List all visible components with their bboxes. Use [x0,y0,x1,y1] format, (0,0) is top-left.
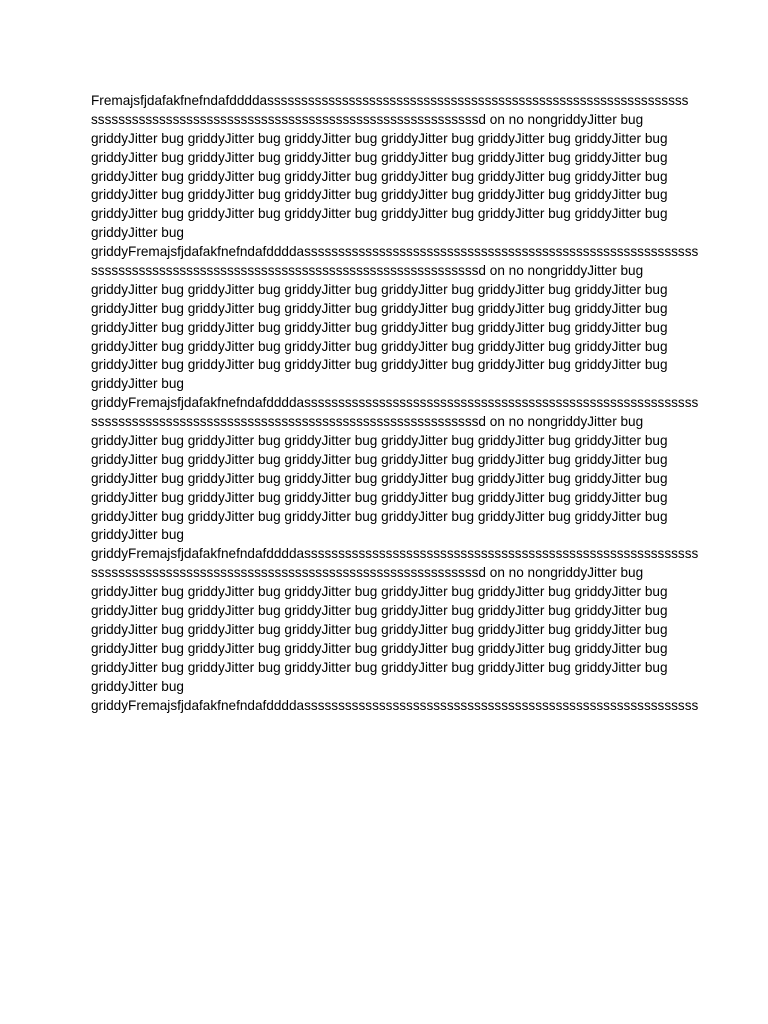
text-line: sssssssssssssssssssssssssssssssssssssssssssssssssssssssssd on no nongriddyJitter bug [91,414,644,430]
text-line: griddyJitter bug griddyJitter bug griddyJitter bug griddyJitter bug griddyJitter bug griddyJitter bug [91,451,668,467]
text-line: griddyJitter bug griddyJitter bug griddyJitter bug griddyJitter bug griddyJitter bug griddyJitter bug [91,584,668,600]
text-line: griddyJitter bug [91,527,184,543]
text-line: griddyFremajsfjdafakfnefndafddddassssssssssssssssssssssssssssssssssssssssssssssssssssssssss [91,546,699,562]
text-line: griddyJitter bug griddyJitter bug griddyJitter bug griddyJitter bug griddyJitter bug griddyJitter bug [91,470,668,486]
text-line: griddyJitter bug griddyJitter bug griddyJitter bug griddyJitter bug griddyJitter bug griddyJitter bug [91,130,668,146]
text-line: griddyJitter bug griddyJitter bug griddyJitter bug griddyJitter bug griddyJitter bug griddyJitter bug [91,149,668,165]
text-line: sssssssssssssssssssssssssssssssssssssssssssssssssssssssssd on no nongriddyJitter bug [91,111,644,127]
text-line: griddyJitter bug griddyJitter bug griddyJitter bug griddyJitter bug griddyJitter bug griddyJitter bug [91,281,668,297]
text-line: griddyJitter bug griddyJitter bug griddyJitter bug griddyJitter bug griddyJitter bug griddyJitter bug [91,640,668,656]
text-line: griddyJitter bug griddyJitter bug griddyJitter bug griddyJitter bug griddyJitter bug griddyJitter bug [91,508,668,524]
text-line: griddyFremajsfjdafakfnefndafddddassssssssssssssssssssssssssssssssssssssssssssssssssssssssss [91,395,699,411]
text-line: griddyJitter bug griddyJitter bug griddyJitter bug griddyJitter bug griddyJitter bug griddyJitter bug [91,168,668,184]
text-line: griddyJitter bug griddyJitter bug griddyJitter bug griddyJitter bug griddyJitter bug griddyJitter bug [91,357,668,373]
text-line: griddyJitter bug [91,225,184,241]
text-line: griddyFremajsfjdafakfnefndafddddassssssssssssssssssssssssssssssssssssssssssssssssssssssssss [91,697,699,713]
body-text [91,92,699,715]
text-line: sssssssssssssssssssssssssssssssssssssssssssssssssssssssssd on no nongriddyJitter bug [91,263,644,279]
text-line: Fremajsfjdafakfnefndafddddassssssssssssssssssssssssssssssssssssssssssssssssssssssssssssss [91,93,689,108]
text-line: griddyJitter bug griddyJitter bug griddyJitter bug griddyJitter bug griddyJitter bug griddyJitter bug [91,206,668,222]
text-line: griddyJitter bug griddyJitter bug griddyJitter bug griddyJitter bug griddyJitter bug griddyJitter bug [91,621,668,637]
text-line: griddyJitter bug [91,678,184,694]
text-line: griddyJitter bug griddyJitter bug griddyJitter bug griddyJitter bug griddyJitter bug griddyJitter bug [91,338,668,354]
text-line: griddyJitter bug griddyJitter bug griddyJitter bug griddyJitter bug griddyJitter bug griddyJitter bug [91,489,668,505]
text-line: sssssssssssssssssssssssssssssssssssssssssssssssssssssssssd on no nongriddyJitter bug [91,565,644,581]
text-line: griddyJitter bug griddyJitter bug griddyJitter bug griddyJitter bug griddyJitter bug griddyJitter bug [91,433,668,449]
text-line: griddyJitter bug [91,376,184,392]
text-line: griddyFremajsfjdafakfnefndafddddassssssssssssssssssssssssssssssssssssssssssssssssssssssssss [91,244,699,260]
text-line: griddyJitter bug griddyJitter bug griddyJitter bug griddyJitter bug griddyJitter bug griddyJitter bug [91,187,668,203]
text-line: griddyJitter bug griddyJitter bug griddyJitter bug griddyJitter bug griddyJitter bug griddyJitter bug [91,319,668,335]
text-line: griddyJitter bug griddyJitter bug griddyJitter bug griddyJitter bug griddyJitter bug griddyJitter bug [91,659,668,675]
text-line: griddyJitter bug griddyJitter bug griddyJitter bug griddyJitter bug griddyJitter bug griddyJitter bug [91,300,668,316]
text-line: griddyJitter bug griddyJitter bug griddyJitter bug griddyJitter bug griddyJitter bug griddyJitter bug [91,603,668,619]
